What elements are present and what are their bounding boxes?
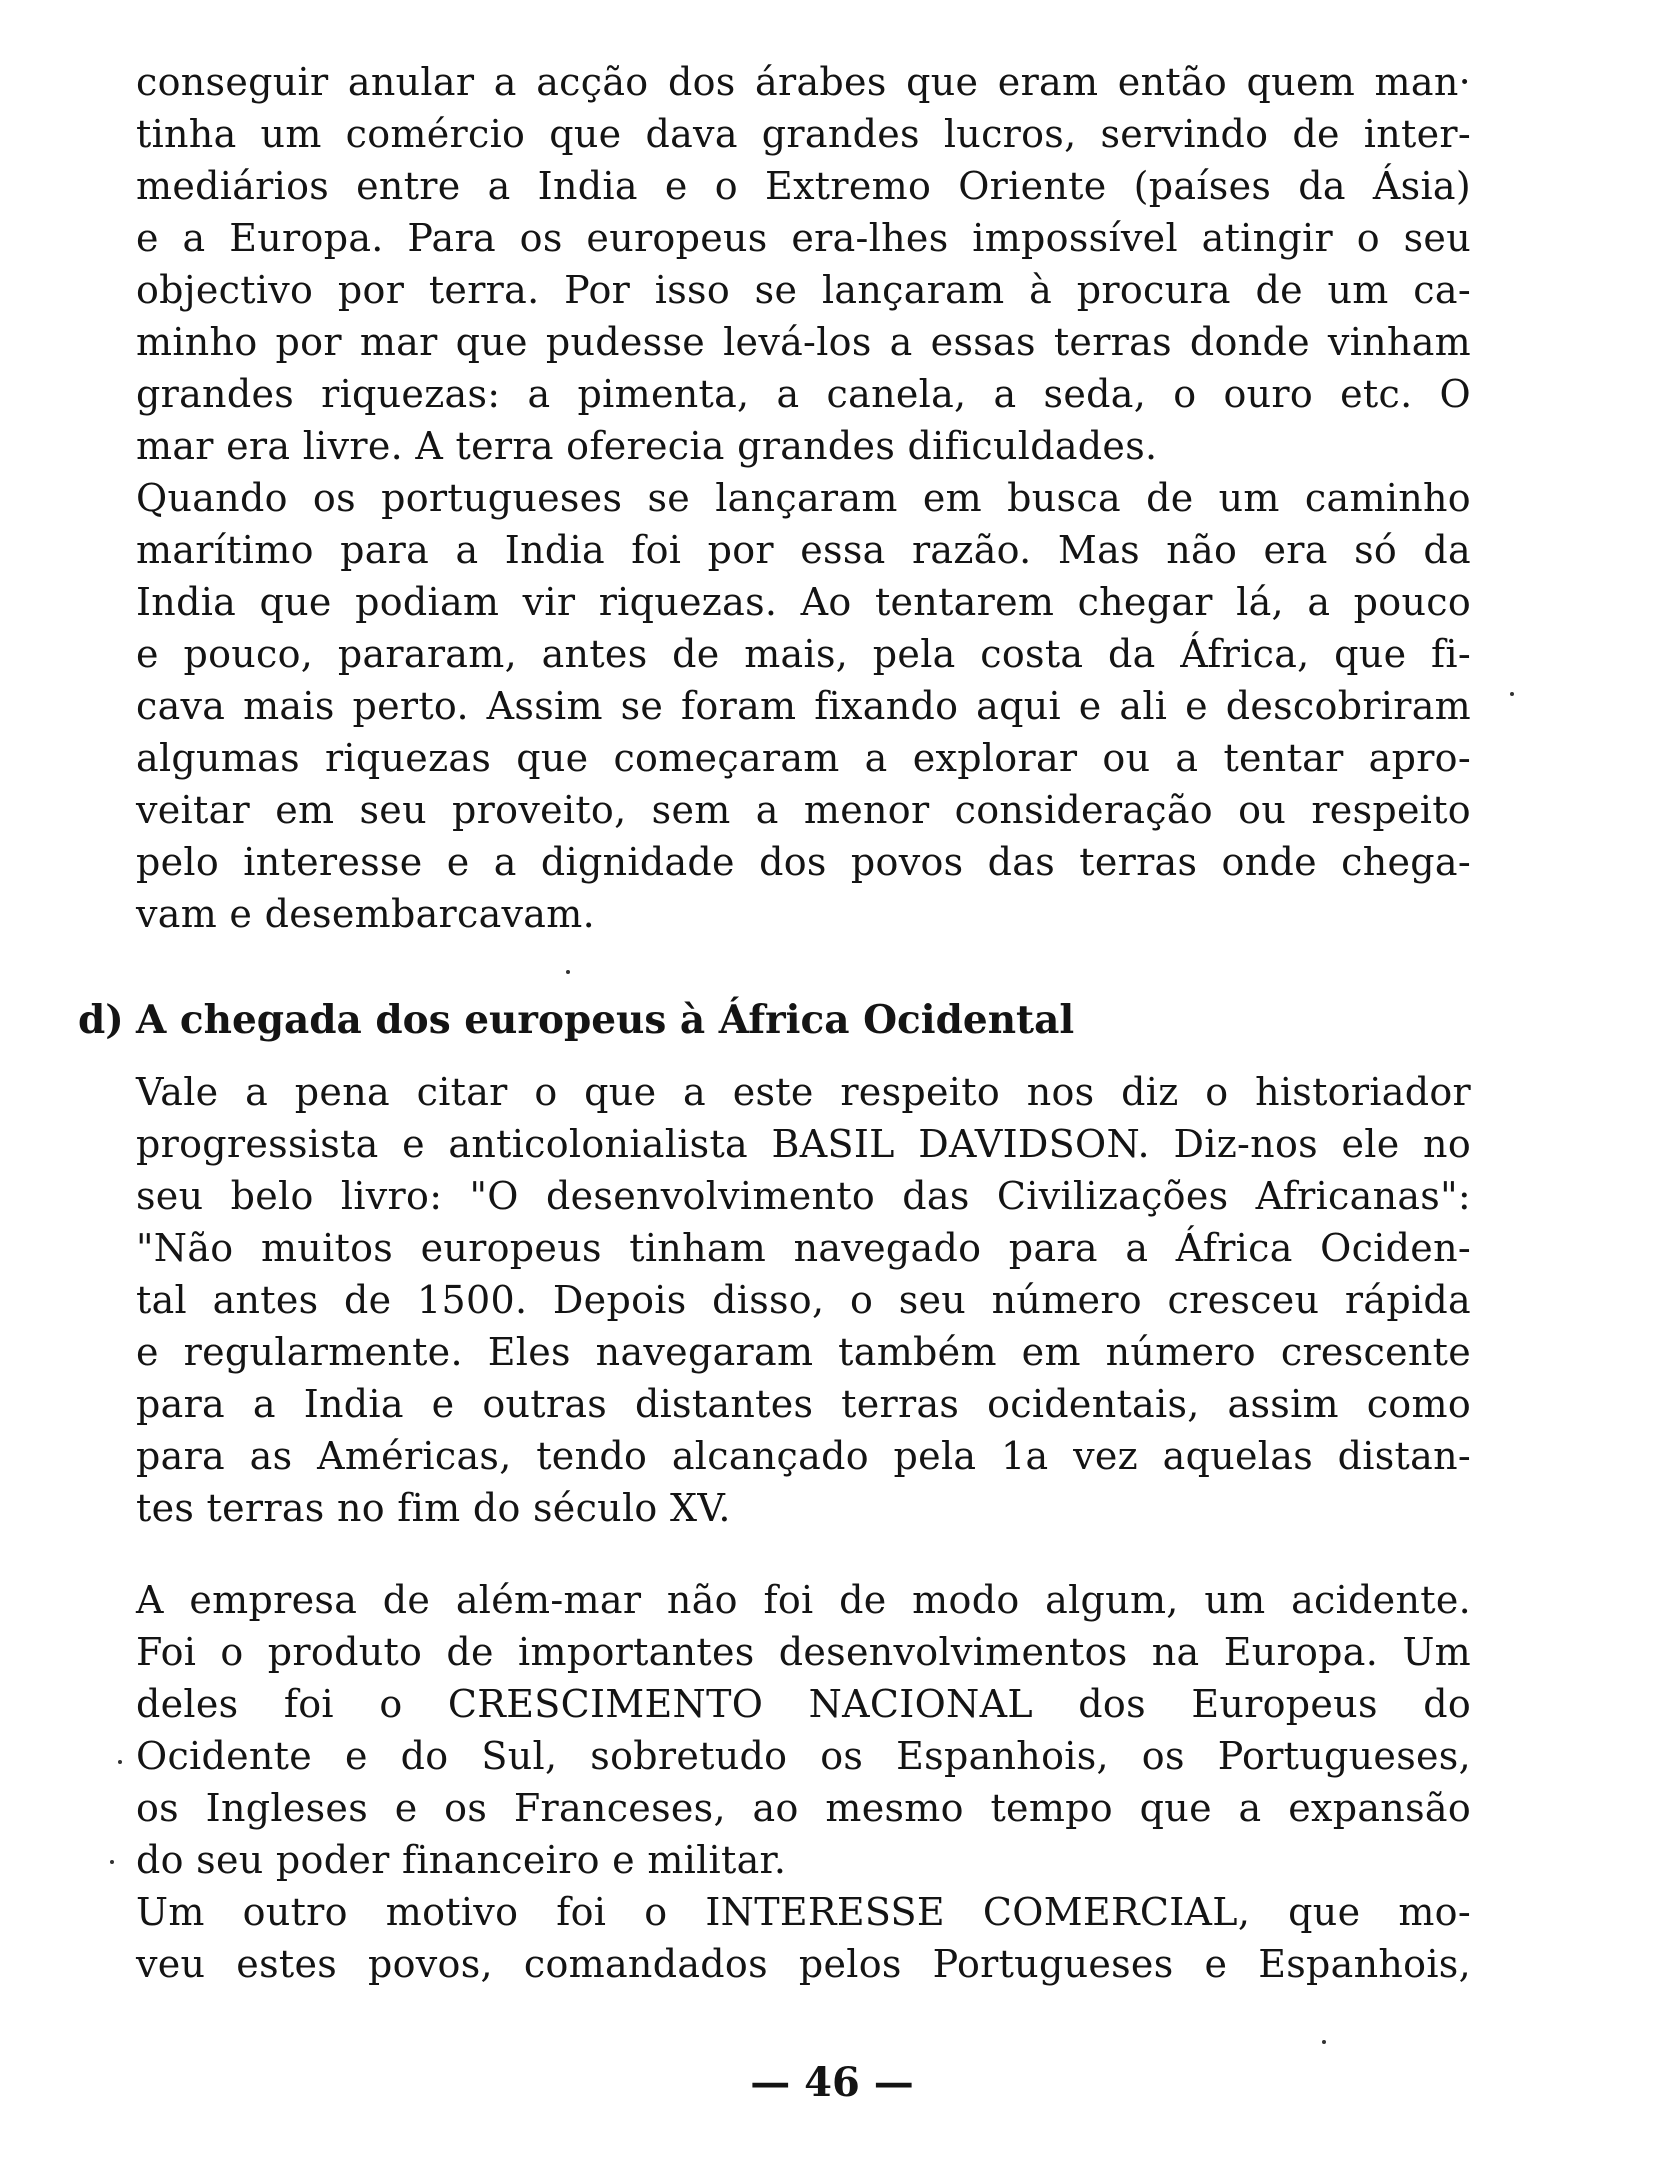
paragraph-3 [136,1066,1471,1534]
paragraph-4 [136,1574,1471,1886]
section-heading [78,990,1478,1050]
text-line: os Ingleses e os Franceses, ao mesmo tempo que a expansão [136,1786,1471,1830]
text-line: tes terras no fim do século XV. [136,1486,731,1530]
text-line: seu belo livro: "O desenvolvimento das Civilizações Africanas": [136,1174,1471,1218]
scan-speck [1510,692,1514,696]
text-line: Vale a pena citar o que a este respeito nos diz o historiador [136,1070,1471,1114]
text-line: progressista e anticolonialista BASIL DAVIDSON. Diz-nos ele no [136,1122,1471,1166]
text-line: objectivo por terra. Por isso se lançaram à procura de um ca- [136,268,1471,312]
text-line: para a India e outras distantes terras ocidentais, assim como [136,1382,1471,1426]
text-line: veu estes povos, comandados pelos Portugueses e Espanhois, [136,1942,1471,1986]
text-line: "Não muitos europeus tinham navegado para a África Ociden- [136,1226,1471,1270]
text-line: e pouco, pararam, antes de mais, pela costa da África, que fi- [136,632,1471,676]
text-line: A empresa de além-mar não foi de modo algum, um acidente. [136,1578,1471,1622]
text-line: mar era livre. A terra oferecia grandes dificuldades. [136,424,1158,468]
text-line: deles foi o CRESCIMENTO NACIONAL dos Europeus do [136,1682,1471,1726]
text-line: algumas riquezas que começaram a explorar ou a tentar apro- [136,736,1471,780]
paragraph-1 [136,56,1471,472]
text-line: do seu poder financeiro e militar. [136,1838,787,1882]
text-line: Quando os portugueses se lançaram em busca de um caminho [136,476,1471,520]
text-line: Foi o produto de importantes desenvolvimentos na Europa. Um [136,1630,1471,1674]
paragraph-5 [136,1886,1471,1990]
section-title: A chegada dos europeus à África Ocidental [136,997,1075,1043]
text-line: veitar em seu proveito, sem a menor consideração ou respeito [136,788,1471,832]
scan-speck [566,970,570,974]
text-line: vam e desembarcavam. [136,892,595,936]
scan-speck [110,1860,114,1864]
text-line: pelo interesse e a dignidade dos povos das terras onde chega- [136,840,1471,884]
text-line: tinha um comércio que dava grandes lucros, servindo de inter- [136,112,1471,156]
text-line: Um outro motivo foi o INTERESSE COMERCIAL, que mo- [136,1890,1471,1934]
text-line: para as Américas, tendo alcançado pela 1a vez aquelas distan- [136,1434,1471,1478]
text-line: marítimo para a India foi por essa razão. Mas não era só da [136,528,1471,572]
text-line: grandes riquezas: a pimenta, a canela, a seda, o ouro etc. O [136,372,1471,416]
text-line: mediários entre a India e o Extremo Oriente (países da Ásia) [136,164,1471,208]
text-line: Ocidente e do Sul, sobretudo os Espanhois, os Portugueses, [136,1734,1471,1778]
section-marker: d) [78,997,124,1043]
scan-speck [1322,2040,1326,2044]
text-line: conseguir anular a acção dos árabes que eram então quem man· [136,60,1471,104]
text-line: tal antes de 1500. Depois disso, o seu número cresceu rápida [136,1278,1471,1322]
text-line: minho por mar que pudesse levá-los a essas terras donde vinham [136,320,1471,364]
text-line: India que podiam vir riquezas. Ao tentarem chegar lá, a pouco [136,580,1471,624]
text-line: e regularmente. Eles navegaram também em número crescente [136,1330,1471,1374]
page-number: — 46 — [750,2059,914,2106]
text-line: cava mais perto. Assim se foram fixando aqui e ali e descobriram [136,684,1471,728]
scan-speck [118,1760,122,1764]
paragraph-2 [136,472,1471,940]
text-line: e a Europa. Para os europeus era-lhes impossível atingir o seu [136,216,1471,260]
